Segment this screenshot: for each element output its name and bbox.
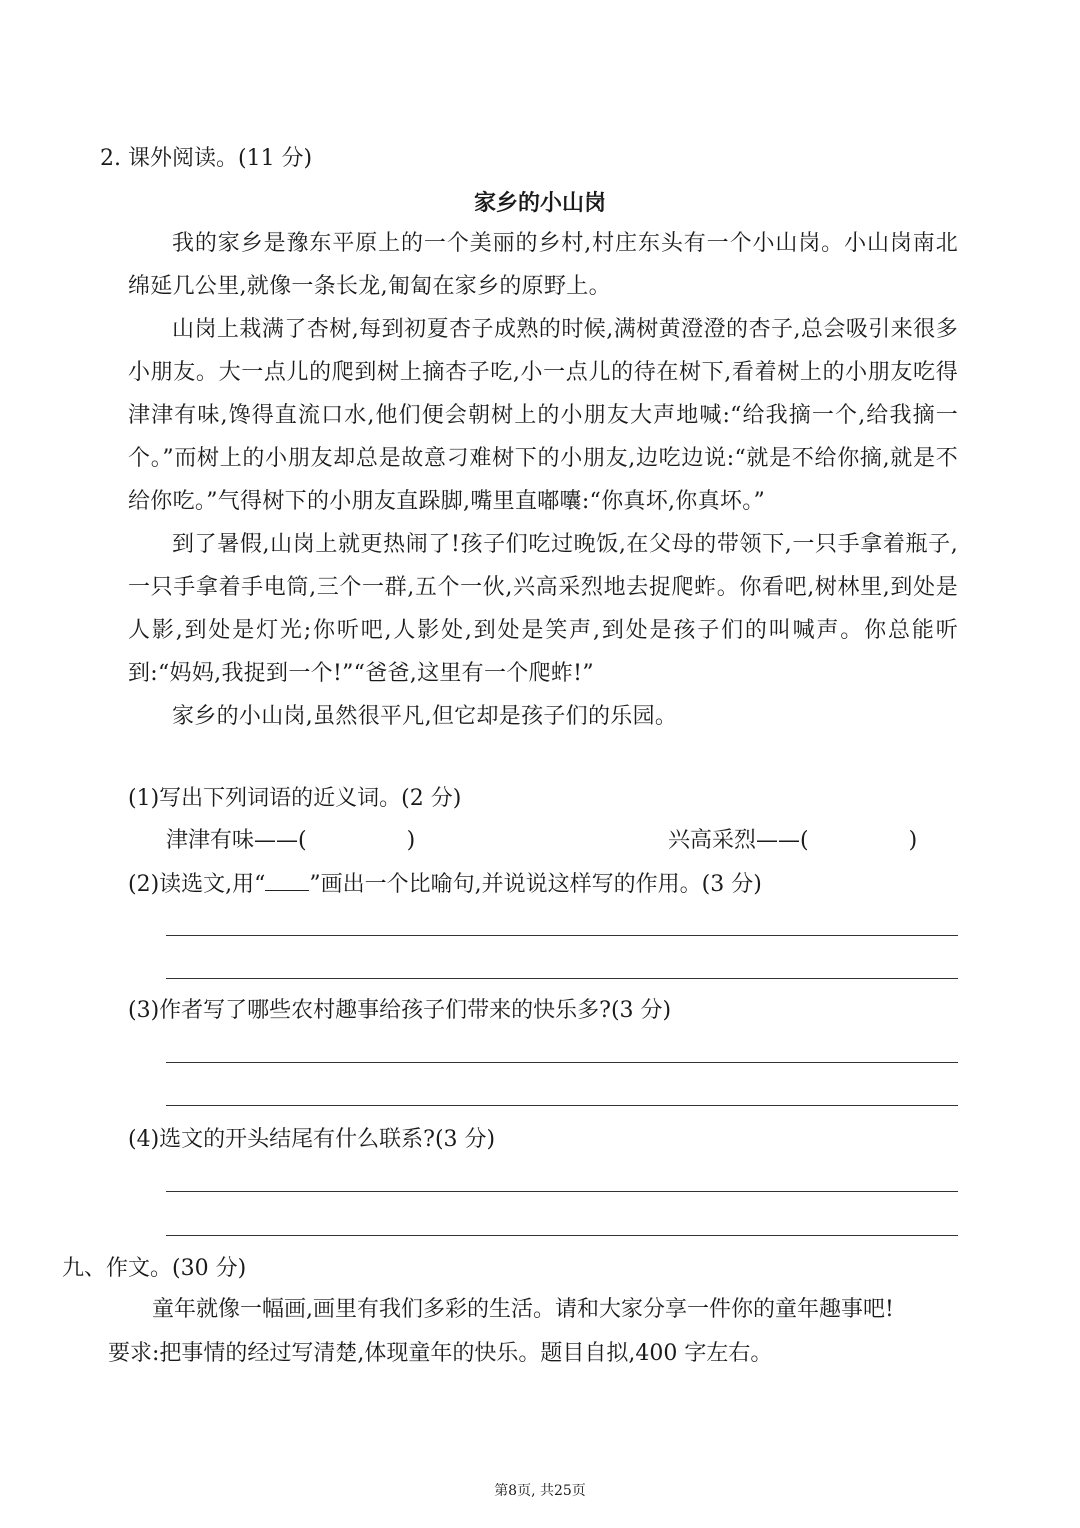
passage-title: 家乡的小山岗 xyxy=(473,190,606,216)
section-2-heading: 2. 课外阅读。(11 分) xyxy=(100,146,313,171)
passage-paragraph: 我的家乡是豫东平原上的一个美丽的乡村,村庄东头有一个小山岗。小山岗南北绵延几公里,就像一条长龙,匍匐在家乡的原野上。 xyxy=(128,231,958,299)
synonym-word-1: 津津有味——( xyxy=(166,828,307,853)
passage-body xyxy=(128,222,958,738)
synonym-item-2: 兴高采烈——( ) xyxy=(668,828,918,853)
page-number: 第8页, 共25页 xyxy=(494,1483,586,1499)
answer-line[interactable] xyxy=(166,935,958,936)
question-2-label: (2)读选文,用“ ”画出一个比喻句,并说说这样写的作用。(3 分) xyxy=(128,872,762,897)
answer-line[interactable] xyxy=(166,1235,958,1236)
essay-requirement: 要求:把事情的经过写清楚,体现童年的快乐。题目自拟,400 字左右。 xyxy=(108,1341,773,1366)
answer-line[interactable] xyxy=(166,1191,958,1192)
answer-line[interactable] xyxy=(166,1062,958,1063)
synonym-item-1: 津津有味——( ) xyxy=(166,828,416,853)
passage-paragraph: 山岗上栽满了杏树,每到初夏杏子成熟的时候,满树黄澄澄的杏子,总会吸引来很多小朋友。大一点儿的爬到树上摘杏子吃,小一点儿的待在树下,看着树上的小朋友吃得津津有味,馋得直流口水,他们便会朝树上的小朋友大声地喊:“给我摘一个,给我摘一个。”而树上的小朋友却总是故意刁难树下的小朋友,边吃边说:“就是不给你摘,就是不给你吃。”气得树下的小朋友直跺脚,嘴里直嘟囔:“你真坏,你真坏。” xyxy=(128,317,958,514)
section-9-heading: 九、作文。(30 分) xyxy=(62,1256,247,1281)
answer-line[interactable] xyxy=(166,978,958,979)
essay-prompt: 童年就像一幅画,画里有我们多彩的生活。请和大家分享一件你的童年趣事吧! xyxy=(152,1297,894,1322)
question-3-label: (3)作者写了哪些农村趣事给孩子们带来的快乐多?(3 分) xyxy=(128,998,672,1023)
answer-line[interactable] xyxy=(166,1105,958,1106)
underline-mark-sample xyxy=(265,872,309,891)
synonym-word-2: 兴高采烈——( xyxy=(668,828,809,853)
question-1-label: (1)写出下列词语的近义词。(2 分) xyxy=(128,786,462,811)
passage-paragraph: 到了暑假,山岗上就更热闹了!孩子们吃过晚饭,在父母的带领下,一只手拿着瓶子,一只手拿着手电筒,三个一群,五个一伙,兴高采烈地去捉爬蚱。你看吧,树林里,到处是人影,到处是灯光;你听吧,人影处,到处是笑声,到处是孩子们的叫喊声。你总能听到:“妈妈,我捉到一个!”“爸爸,这里有一个爬蚱!” xyxy=(128,532,958,686)
essay-instructions xyxy=(108,1288,968,1376)
passage-paragraph: 家乡的小山岗,虽然很平凡,但它却是孩子们的乐园。 xyxy=(172,704,678,729)
question-4-label: (4)选文的开头结尾有什么联系?(3 分) xyxy=(128,1127,496,1152)
